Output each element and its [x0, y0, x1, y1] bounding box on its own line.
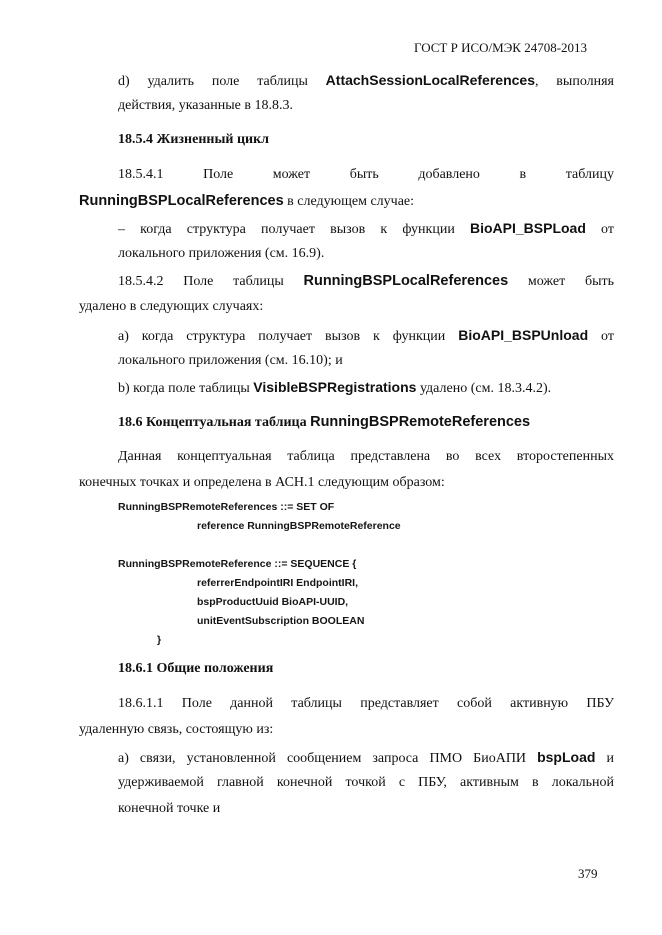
term-bioapi-bspunload: BioAPI_BSPUnload — [458, 327, 589, 343]
para-18-5-4-2-line2: удалено в следующих случаях: — [79, 299, 264, 314]
term-running-bsp-local: RunningBSPLocalReferences — [79, 193, 284, 209]
section-heading-18-6-1: 18.6.1 Общие положения — [118, 661, 274, 676]
item-a1-line1: а) когда структура получает вызов к функции BioAPI_BSPUnload от — [118, 327, 614, 344]
term-running-bsp-remote: RunningBSPRemoteReferences — [310, 414, 531, 430]
term-running-bsp-local-2: RunningBSPLocalReferences — [303, 273, 509, 289]
page-number: 379 — [578, 866, 598, 881]
section-heading-18-6: 18.6 Концептуальная таблица RunningBSPRemoteReferences — [118, 414, 531, 430]
section-heading-18-5-4: 18.5.4 Жизненный цикл — [118, 132, 269, 147]
item-b1-line: b) когда поле таблицы VisibleBSPRegistrations удалено (см. 18.3.4.2). — [118, 379, 552, 396]
item-d-line2: действия, указанные в 18.8.3. — [118, 98, 293, 113]
para-18-5-4-1-line1: 18.5.4.1 Поле может быть добавлено в таблицу — [118, 167, 614, 182]
term-bspload: bspLoad — [537, 749, 596, 765]
document-header: ГОСТ Р ИСО/МЭК 24708-2013 — [414, 40, 588, 55]
code-line-6: unitEventSubscription BOOLEAN — [197, 615, 365, 627]
para-18-6-1-1-line1: 18.6.1.1 Поле данной таблицы представляет собой активную ПБУ — [118, 696, 614, 711]
term-visible-bsp-registrations: VisibleBSPRegistrations — [253, 379, 417, 395]
term-bioapi-bspload: BioAPI_BSPLoad — [469, 220, 586, 236]
code-line-1: RunningBSPRemoteReferences ::= SET OF — [118, 501, 335, 513]
item-d-line1: d) удалить поле таблицы AttachSessionLocalReferences, выполняя — [118, 72, 614, 89]
dash-item-line1: – когда структура получает вызов к функции BioAPI_BSPLoad от — [118, 220, 614, 237]
code-line-4: referrerEndpointIRI EndpointIRI, — [197, 577, 359, 589]
para-18-6-line2: конечных точках и определена в АСН.1 следующим образом: — [79, 475, 445, 490]
para-18-6-1-1-line2: удаленную связь, состоящую из: — [79, 722, 274, 737]
item-a2-line1: а) связи, установленной сообщением запроса ПМО БиоАПИ bspLoad и — [118, 749, 614, 766]
dash-item-line2: локального приложения (см. 16.9). — [118, 246, 325, 261]
term-attach-session: AttachSessionLocalReferences — [325, 72, 535, 88]
code-line-5: bspProductUuid BioAPI-UUID, — [197, 596, 349, 608]
para-18-5-4-1-line2: RunningBSPLocalReferences в следующем случае: — [79, 193, 415, 209]
para-18-6-line1: Данная концептуальная таблица представлена во всех второстепенных — [118, 449, 614, 464]
code-line-3: RunningBSPRemoteReference ::= SEQUENCE { — [118, 558, 357, 570]
item-a1-line2: локального приложения (см. 16.10); и — [118, 353, 343, 368]
para-18-5-4-2-line1: 18.5.4.2 Поле таблицы RunningBSPLocalReferences может быть — [118, 273, 614, 289]
code-line-2: reference RunningBSPRemoteReference — [197, 520, 401, 532]
item-a2-line2: удерживаемой главной конечной точкой с ПБУ, активным в локальной — [118, 775, 614, 790]
code-line-7: } — [157, 634, 162, 646]
item-a2-line3: конечной точке и — [118, 801, 221, 816]
